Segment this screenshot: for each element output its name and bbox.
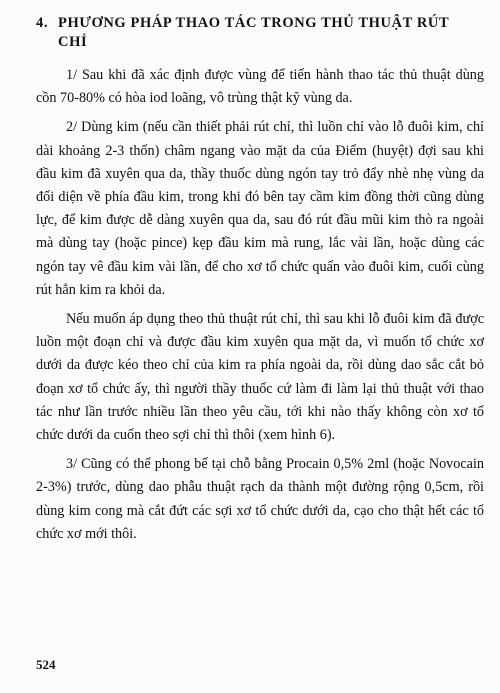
page-number: 524 [36,657,56,672]
section-number: 4. [36,15,49,31]
body-text [36,64,484,552]
section-title-line-2: CHỈ [58,34,88,50]
paragraph-3: Nếu muốn áp dụng theo thủ thuật rút chỉ, thì sau khi lỗ đuôi kim đã được luồn một đoạn chỉ và được đầu kim xuyên qua mặt da, vì muốn tổ chức xơ dưới da được kéo theo chỉ của kim ra phía ngoài da, rồi dùng dao sắc cắt bỏ đoạn xơ tổ chức ấy, thì người thầy thuốc cứ làm đi làm lại thủ thuật với thao tác như lần trước nhiều lần theo yêu cầu, tới khi nào thấy không còn xơ tổ chức dưới da cuốn theo sợi chỉ thì thôi (xem hình 6). [36,311,484,444]
paragraph-2: 2/ Dùng kim (nếu cần thiết phải rút chỉ, thì luồn chỉ vào lỗ đuôi kim, chỉ dài khoảng 2-3 thốn) châm ngang vào mặt da của Điểm (huyệt) đợi sau khi đầu kim đã xuyên qua da, thầy thuốc dùng ngón tay trỏ đẩy nhè nhẹ vùng da đối diện về phía đầu kim, trong khi đó bên tay cầm kim đồng thời cũng dùng lực, để kim được dễ dàng xuyên qua da, sau đó rút đầu mũi kim thò ra ngoài mà dùng tay (hoặc pince) kẹp đầu kim mà rung, lắc vài lần, hoặc dùng các ngón tay vê đầu kim vài lần, để cho xơ tổ chức quấn vào đuôi kim, cuối cùng rút hẳn kim ra khỏi da. [36,119,484,298]
paragraph-4: 3/ Cũng có thể phong bế tại chỗ bằng Procain 0,5% 2ml (hoặc Novocain 2-3%) trước, dùng dao phẫu thuật rạch da thành một đường rộng 0,5cm, rồi dùng kim cong mà cắt đứt các sợi xơ tổ chức dưới da, cạo cho thật hết các tổ chức xơ mới thôi. [36,456,484,542]
section-heading [36,14,486,52]
section-title-line-1: PHƯƠNG PHÁP THAO TÁC TRONG THỦ THUẬT RÚT [58,15,450,31]
paragraph-1: 1/ Sau khi đã xác định được vùng để tiến hành thao tác thủ thuật dùng cồn 70-80% có hòa iod loãng, vô trùng thật kỹ vùng da. [36,67,484,107]
